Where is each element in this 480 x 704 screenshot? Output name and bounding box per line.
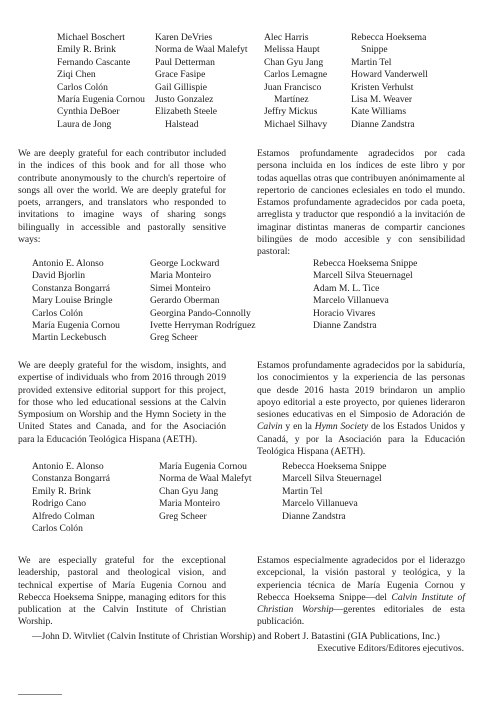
contributor-name: Fernando Cascante — [57, 56, 131, 68]
contributor-name: Laura de Jong — [57, 118, 112, 130]
contributor-name: Alec Harris — [264, 32, 309, 43]
contributor-name: Rebecca Hoeksema — [351, 32, 427, 43]
contributor-name: Juan Francisco — [264, 81, 322, 93]
contributor-name: Rebecca Hoeksema Snippe — [282, 461, 387, 472]
contributor-name: Kate Williams — [351, 106, 407, 118]
contributor-name: Maria Monteiro — [150, 270, 212, 282]
contributors-column — [264, 32, 351, 131]
contributors-column — [57, 32, 155, 131]
contributor-name: Carlos Colón — [57, 81, 108, 93]
contributor-name: Gail Gillispie — [155, 81, 207, 93]
contributor-name: Carlos Lemagne — [264, 69, 328, 81]
text-run: Estamos profundamente agradecidos por la sabiduría, los conocimientos y la experiencia de las personas que desde 2016 hasta 2019 brindaron un amplio apoyo editorial a este proyecto, por quienes lideraron sesiones educativas en el Simposio de Adoración de — [257, 360, 465, 421]
text-run: Estamos especialmente agradecidos por el liderazgo excepcional, la visión pastoral y teológica, y la experiencia técnica de María Eugenia Cornou y Rebecca Hoeksema Snippe—del — [257, 555, 465, 603]
text-run-italic: Calvin — [257, 421, 283, 433]
contributor-name: Grace Fasipe — [155, 69, 206, 81]
contributors-column — [159, 461, 282, 535]
text-run: de los Estados Unidos y Canadá, y por la Asociación para la Educación Teológica Hispana (AETH). — [257, 421, 465, 458]
paragraph-english: We are especially grateful for the exceptional leadership, pastoral and theological vision, and technical expertise of María Eugenia Cornou and Rebecca Hoeksema Snippe, managing editors for this publication at the Calvin Institute of Christian Worship. — [18, 555, 226, 628]
contributor-name: George Lockward — [150, 258, 220, 269]
contributor-name: Horacio Vivares — [313, 307, 376, 319]
contributor-name: Justo Gonzalez — [155, 94, 214, 106]
contributor-name: Melissa Haupt — [264, 44, 320, 56]
contributor-name: Georgina Pando-Connolly — [150, 307, 251, 319]
contributor-name: Kristen Verhulst — [351, 81, 414, 93]
contributor-name: Chan Gyu Jang — [264, 56, 324, 68]
contributor-name: Chan Gyu Jang — [159, 485, 219, 497]
contributor-name: Michael Silhavy — [264, 118, 328, 130]
footer-rule — [18, 694, 62, 695]
contributor-name: Adam M. L. Tice — [313, 282, 380, 294]
contributors-column — [313, 258, 453, 345]
contributor-name: Elizabeth Steele — [155, 106, 218, 118]
contributor-name-continued: Martínez — [274, 94, 309, 106]
contributor-name: Antonio E. Alonso — [32, 461, 104, 472]
contributor-name: María Eugenia Cornou — [57, 94, 145, 106]
contributor-name: Marcelo Villanueva — [313, 295, 389, 307]
contributor-name: Marcell Silva Steuernagel — [282, 473, 382, 485]
text-run: —gerentes editoriales de esta publicación. — [257, 604, 465, 628]
contributor-name: Rodrigo Cano — [32, 498, 87, 510]
contributor-name: Rebecca Hoeksema Snippe — [313, 258, 418, 269]
contributor-name: Mary Louise Bringle — [32, 295, 113, 307]
contributor-name: María Eugenia Cornou — [32, 320, 120, 332]
text-run: y en la — [282, 421, 315, 433]
signature-line: —John D. Witvliet (Calvin Institute of Christian Worship) and Robert J. Batastini (GIA Publications, Inc.) — [32, 631, 440, 642]
contributor-name: Constanza Bongarrá — [32, 473, 111, 485]
contributor-name: David Bjorlin — [32, 270, 86, 282]
paragraph-english: We are deeply grateful for each contributor included in the indices of this book and for all those who contribute anonymously to the church's repertoire of songs all over the world. We are deeply grateful for poets, arrangers, and translators who responded to invitations to imagine ways of sharing songs bilingually in accessible and pastorally sensitive ways: — [18, 148, 226, 246]
contributor-name: Antonio E. Alonso — [32, 258, 104, 269]
contributor-name: Carlos Colón — [32, 307, 83, 319]
contributor-name: Carlos Colón — [32, 523, 83, 535]
contributors-column — [32, 461, 159, 535]
contributors-list-middle — [32, 258, 453, 345]
contributor-name: Howard Vanderwell — [351, 69, 428, 81]
contributor-name: María Eugenia Cornou — [159, 461, 247, 472]
contributor-name: Dianne Zandstra — [282, 510, 346, 522]
contributor-name: Norma de Waal Malefyt — [155, 44, 248, 56]
contributor-name: Martin Tel — [351, 56, 392, 68]
contributors-column — [155, 32, 264, 131]
contributor-name: Paul Detterman — [155, 56, 215, 68]
contributor-name: Marcelo Villanueva — [282, 498, 358, 510]
contributor-name-continued: Halstead — [165, 118, 199, 130]
contributor-name: Marcell Silva Steuernagel — [313, 270, 413, 282]
paragraph-spanish — [257, 360, 465, 458]
contributors-column — [282, 461, 432, 535]
contributors-column — [32, 258, 150, 345]
contributor-name: Emily R. Brink — [57, 44, 116, 56]
contributor-name: Alfredo Colman — [32, 510, 95, 522]
contributor-name: Norma de Waal Malefyt — [159, 473, 252, 485]
contributor-name: Simei Monteiro — [150, 282, 211, 294]
contributors-list-lower — [32, 461, 432, 535]
paragraph-spanish — [257, 555, 465, 629]
contributors-list-top — [57, 32, 451, 131]
contributor-name: Gerardo Oberman — [150, 295, 220, 307]
contributor-name: Dianne Zandstra — [313, 320, 377, 332]
contributor-name: Constanza Bongarrá — [32, 282, 111, 294]
contributor-name: Dianne Zandstra — [351, 118, 415, 130]
paragraph-spanish: Estamos profundamente agradecidos por cada persona incluida en los índices de este libro y por todas aquellas otras que contribuyen anónimamente al repertorio de canciones eclesiales en todo el mundo. Estamos profundamente agradecidos por cada poeta, arreglista y traductor que respondió a la invitación de imaginar distintas maneras de compartir canciones bilingües de modo accesible y con sensibilidad pastoral: — [257, 148, 465, 258]
contributor-name: Martin Leckebusch — [32, 332, 107, 344]
contributor-name: Jeffry Mickus — [264, 106, 318, 118]
contributor-name: Karen DeVries — [155, 32, 213, 43]
contributors-column — [150, 258, 313, 345]
contributor-name: Michael Boschert — [57, 32, 125, 43]
text-run-italic: Calvin Institute of Christian Worship — [257, 591, 465, 616]
text-run-italic: Hymn Society — [314, 421, 369, 433]
contributor-name: Maria Monteiro — [159, 498, 221, 510]
contributor-name: Lisa M. Weaver — [351, 94, 413, 106]
contributor-name-continued: Snippe — [361, 44, 388, 56]
contributor-name: Ziqi Chen — [57, 69, 96, 81]
contributor-name: Emily R. Brink — [32, 485, 91, 497]
contributor-name: Greg Scheer — [150, 332, 198, 344]
signature-title: Executive Editors/Editores ejecutivos. — [317, 643, 464, 654]
paragraph-english: We are deeply grateful for the wisdom, insights, and expertise of individuals who from 2016 through 2019 provided extensive editorial support for this project, for those who led educational sessions at the Calvin Symposium on Worship and the Hymn Society in the United States and Canada, and for the Asociación para la Educación Teológica Hispana (AETH). — [18, 360, 226, 445]
contributor-name: Ivette Herryman Rodríguez — [150, 320, 256, 332]
contributors-column — [351, 32, 451, 131]
contributor-name: Greg Scheer — [159, 510, 207, 522]
contributor-name: Cynthia DeBoer — [57, 106, 120, 118]
contributor-name: Martin Tel — [282, 485, 323, 497]
